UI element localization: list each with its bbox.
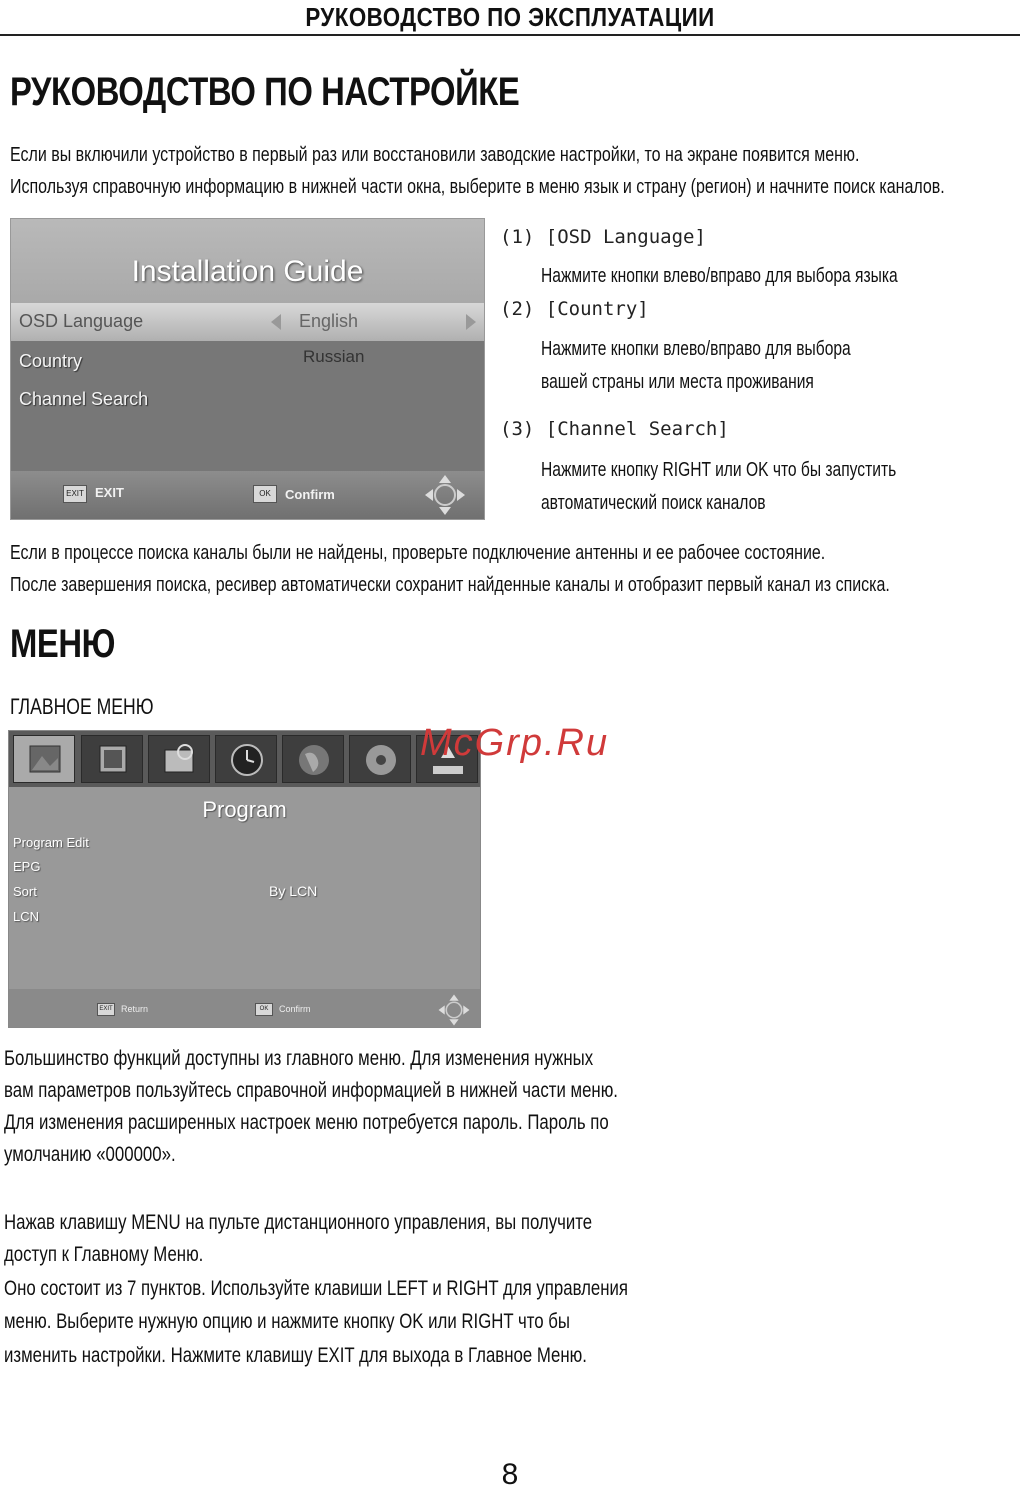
menu-para1-line-4: умолчанию «000000». bbox=[4, 1143, 176, 1166]
setup-intro-line-1: Если вы включили устройство в первый раз или восстановили заводские настройки, то на экране появится меню. bbox=[10, 144, 860, 166]
menu-item-lcn[interactable]: LCN bbox=[13, 909, 40, 924]
setup-after-line-1: Если в процессе поиска каналы были не найдены, проверьте подключение антенны и ее рабочее состояние. bbox=[10, 542, 826, 564]
program-tab-icon[interactable] bbox=[13, 735, 75, 783]
return-label: Return bbox=[121, 1004, 149, 1014]
language-value: English bbox=[299, 311, 359, 331]
time-tab-icon[interactable] bbox=[215, 735, 277, 783]
menu-para2-line-1: Нажав клавишу MENU на пульте дистанционного управления, вы получите bbox=[4, 1211, 593, 1234]
arrow-left-icon bbox=[271, 314, 281, 330]
menu-para2-line-3: Оно состоит из 7 пунктов. Используйте клавиши LEFT и RIGHT для управления bbox=[4, 1277, 629, 1300]
arrow-right-icon bbox=[466, 314, 476, 330]
menu-screen-footer bbox=[9, 989, 480, 1028]
system-tab-icon[interactable] bbox=[349, 735, 411, 783]
header-title: РУКОВОДСТВО ПО ЭКСПЛУАТАЦИИ bbox=[305, 2, 715, 32]
dpad-icon bbox=[423, 473, 467, 517]
confirm-key-icon: OK bbox=[255, 1003, 273, 1016]
menu-confirm-label: Confirm bbox=[279, 1004, 311, 1014]
step-3-code: (3) [Channel Search] bbox=[500, 418, 729, 440]
picture-tab-icon[interactable] bbox=[81, 735, 143, 783]
option-tab-icon[interactable] bbox=[282, 735, 344, 783]
main-menu-screen bbox=[8, 730, 481, 1028]
menu-item-channel-search[interactable]: Channel Search bbox=[19, 389, 149, 409]
menu-screen-title: Program bbox=[202, 797, 287, 822]
menu-item-country[interactable]: Country bbox=[19, 351, 83, 371]
menu-para2-line-5: изменить настройки. Нажмите клавишу EXIT для выхода в Главное Меню. bbox=[4, 1344, 587, 1367]
step-1-text-1: Нажмите кнопки влево/вправо для выбора языка bbox=[541, 265, 898, 287]
menu-subheading: ГЛАВНОЕ МЕНЮ bbox=[10, 694, 154, 719]
setup-intro-line-2: Используя справочную информацию в нижней части окна, выберите в меню язык и страну (регион) и начните поиск каналов. bbox=[10, 176, 945, 198]
step-3-text-2: автоматический поиск каналов bbox=[541, 492, 766, 514]
menu-para1-line-3: Для изменения расширенных настроек меню потребуется пароль. Пароль по bbox=[4, 1111, 609, 1134]
menu-para1-line-2: вам параметров пользуйтесь справочной информацией в нижней части меню. bbox=[4, 1079, 618, 1102]
channel-search-tab-icon[interactable] bbox=[148, 735, 210, 783]
step-1-code: (1) [OSD Language] bbox=[500, 226, 706, 248]
ok-key-icon: OK bbox=[253, 485, 277, 503]
step-3-text-1: Нажмите кнопку RIGHT или OK что бы запустить bbox=[541, 459, 897, 481]
menu-para1-line-1: Большинство функций доступны из главного меню. Для изменения нужных bbox=[4, 1047, 594, 1070]
step-2-text-2: вашей страны или места проживания bbox=[541, 371, 814, 393]
exit-key-icon: EXIT bbox=[63, 485, 87, 503]
menu-item-osd-language[interactable]: OSD Language bbox=[19, 311, 144, 331]
screen-title: Installation Guide bbox=[131, 255, 364, 288]
page-number: 8 bbox=[501, 1458, 519, 1490]
step-2-text-1: Нажмите кнопки влево/вправо для выбора bbox=[541, 338, 851, 360]
exit-label: EXIT bbox=[95, 485, 124, 500]
setup-after-line-2: После завершения поиска, ресивер автоматически сохранит найденные каналы и отобразит первый канал из списка. bbox=[10, 574, 890, 596]
step-2-code: (2) [Country] bbox=[500, 298, 649, 320]
menu-dpad-icon bbox=[437, 993, 471, 1027]
confirm-label: Confirm bbox=[285, 487, 335, 502]
setup-heading: РУКОВОДСТВО ПО НАСТРОЙКЕ bbox=[10, 70, 520, 114]
menu-heading: МЕНЮ bbox=[10, 622, 116, 666]
menu-item-epg[interactable]: EPG bbox=[13, 859, 41, 874]
installation-guide-screen bbox=[10, 218, 485, 520]
menu-para2-line-2: доступ к Главному Меню. bbox=[4, 1243, 204, 1266]
sort-value: By LCN bbox=[269, 883, 318, 899]
country-value: Russian bbox=[303, 347, 365, 366]
menu-item-sort[interactable]: Sort bbox=[13, 884, 37, 899]
watermark: McGrp.Ru bbox=[420, 722, 610, 764]
return-key-icon: EXIT bbox=[97, 1003, 115, 1016]
menu-para2-line-4: меню. Выберите нужную опцию и нажмите кнопку OK или RIGHT что бы bbox=[4, 1310, 570, 1333]
page-header bbox=[0, 0, 1020, 36]
menu-item-program-edit[interactable]: Program Edit bbox=[13, 835, 89, 850]
